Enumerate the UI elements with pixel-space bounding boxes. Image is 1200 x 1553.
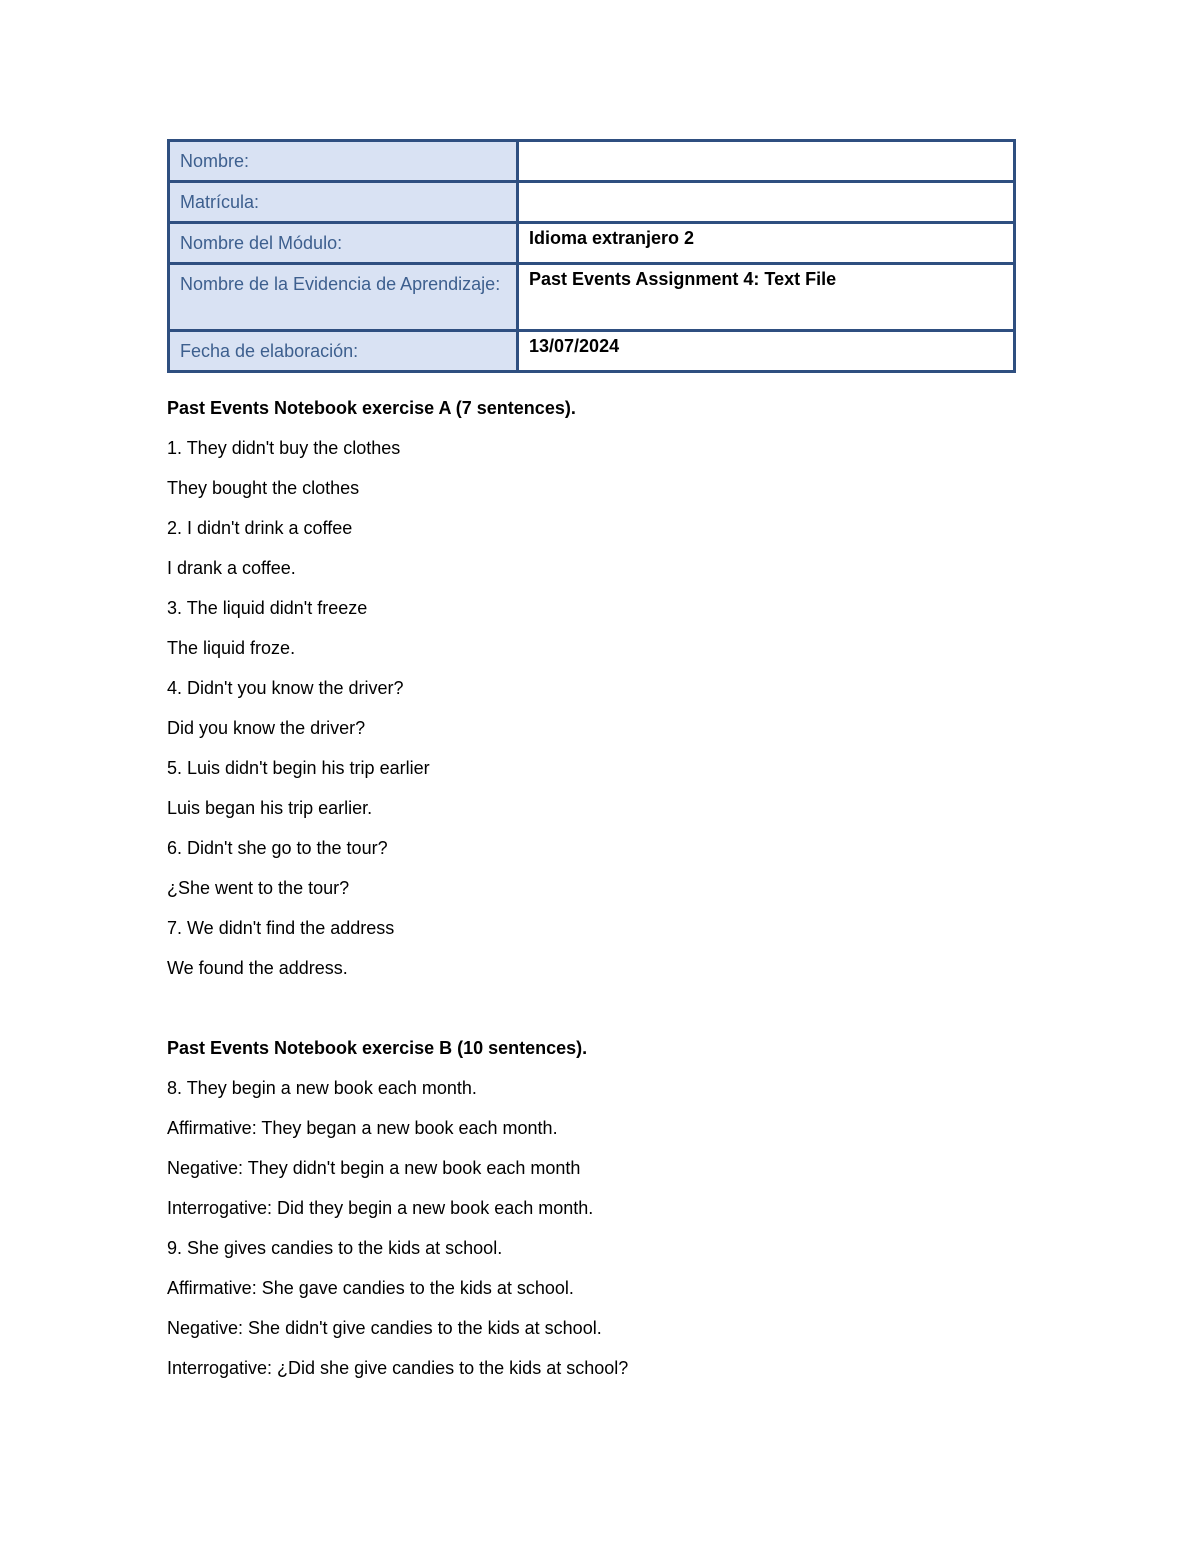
exercise-b-line: 9. She gives candies to the kids at school.: [167, 1238, 503, 1258]
exercise-a-line: We found the address.: [167, 958, 348, 978]
document-body: [167, 394, 1027, 1394]
exercise-a-line: Did you know the driver?: [167, 718, 366, 738]
table-row: [169, 264, 1015, 331]
module-label: Nombre del Módulo:: [169, 223, 518, 264]
table-row: [169, 141, 1015, 182]
table-row: [169, 331, 1015, 372]
module-value: Idioma extranjero 2: [518, 223, 1015, 264]
exercise-b-line: Negative: She didn't give candies to the kids at school.: [167, 1318, 602, 1338]
exercise-b-line: Affirmative: She gave candies to the kids at school.: [167, 1278, 574, 1298]
exercise-b-line: Negative: They didn't begin a new book each month: [167, 1158, 581, 1178]
exercise-b-line: Affirmative: They began a new book each month.: [167, 1118, 558, 1138]
exercise-a-line: They bought the clothes: [167, 478, 360, 498]
table-row: [169, 223, 1015, 264]
table-row: [169, 182, 1015, 223]
exercise-a-line: 2. I didn't drink a coffee: [167, 518, 353, 538]
exercise-a-heading: Past Events Notebook exercise A (7 sentences).: [167, 398, 576, 418]
exercise-b-line: Interrogative: ¿Did she give candies to the kids at school?: [167, 1358, 629, 1378]
exercise-a-line: 6. Didn't she go to the tour?: [167, 838, 388, 858]
section-spacer: [167, 994, 1027, 1034]
exercise-a-line: The liquid froze.: [167, 638, 296, 658]
exercise-a-line: ¿She went to the tour?: [167, 878, 350, 898]
exercise-a-line: 5. Luis didn't begin his trip earlier: [167, 758, 430, 778]
exercise-a-line: 3. The liquid didn't freeze: [167, 598, 368, 618]
exercise-b-line: Interrogative: Did they begin a new book each month.: [167, 1198, 594, 1218]
name-label: Nombre:: [169, 141, 518, 182]
evidence-value: Past Events Assignment 4: Text File: [518, 264, 1015, 331]
evidence-label: Nombre de la Evidencia de Aprendizaje:: [169, 264, 518, 331]
exercise-a-line: Luis began his trip earlier.: [167, 798, 373, 818]
exercise-b-line: 8. They begin a new book each month.: [167, 1078, 477, 1098]
exercise-a-line: 4. Didn't you know the driver?: [167, 678, 404, 698]
exercise-a-line: 7. We didn't find the address: [167, 918, 395, 938]
enrollment-value: [518, 182, 1015, 223]
exercise-a-line: I drank a coffee.: [167, 558, 296, 578]
date-label: Fecha de elaboración:: [169, 331, 518, 372]
student-info-table: [167, 139, 1016, 373]
date-value: 13/07/2024: [518, 331, 1015, 372]
name-value: [518, 141, 1015, 182]
enrollment-label: Matrícula:: [169, 182, 518, 223]
exercise-a-line: 1. They didn't buy the clothes: [167, 438, 401, 458]
exercise-b-heading: Past Events Notebook exercise B (10 sentences).: [167, 1038, 588, 1058]
